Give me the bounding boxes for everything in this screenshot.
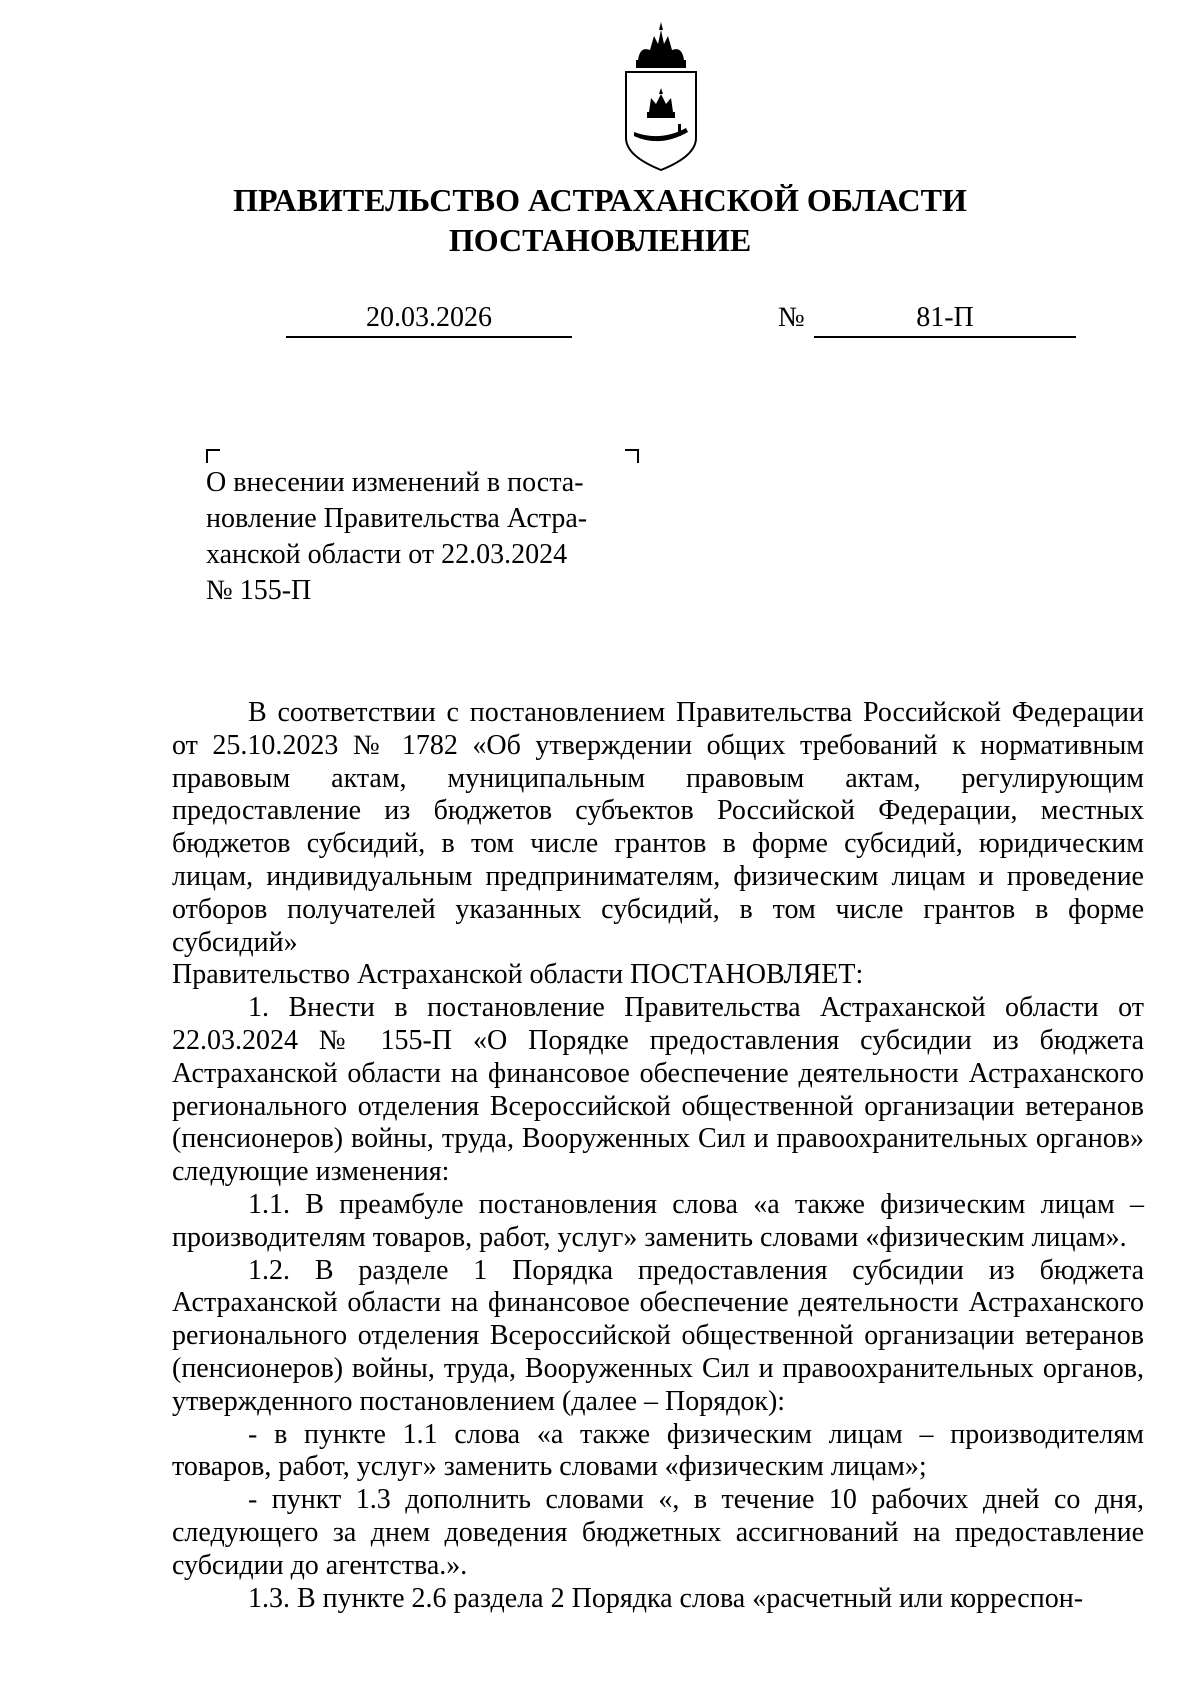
clause-1-1-paragraph: 1.1. В преамбуле постановления слова «а также физическим лицам – производителям товаров, работ, услуг» заменить словами «физическим лицам». — [172, 1188, 1144, 1253]
clause-1-paragraph: 1. Внести в постановление Правительства Астраханской области от 22.03.2024 № 155-П «О Порядке предоставления субсидии из бюджета Астраханской области на финансовое обеспечение деятельности Астраханского регионального отделения Всероссийской общественной организации ветеранов (пенсионеров) войны, труда, Вооруженных Сил и правоохранительных органов» следующие изменения: — [172, 992, 1144, 1188]
coat-of-arms-emblem — [620, 20, 702, 172]
document-type-title: ПОСТАНОВЛЕНИЕ — [448, 222, 752, 258]
subject-line: № 155-П — [206, 575, 312, 606]
clause-1-2-paragraph: 1.2. В разделе 1 Порядка предоставления субсидии из бюджета Астраханской области на финансовое обеспечение деятельности Астраханского регионального отделения Всероссийской общественной организации ветеранов (пенсионеров) войны, труда, Вооруженных Сил и правоохранительных органов, утвержденного постановлением (далее – Порядок): — [172, 1254, 1144, 1417]
document-body — [172, 697, 1144, 1615]
organization-title: ПРАВИТЕЛЬСТВО АСТРАХАНСКОЙ ОБЛАСТИ — [233, 182, 967, 218]
clause-1-2-item-1: - в пункте 1.1 слова «а также физическим лицам – производителям товаров, работ, услуг» заменить словами «физическим лицам»; — [172, 1418, 1144, 1483]
subject-corner-left — [206, 449, 220, 463]
subject-line: новление Правительства Астра- — [206, 503, 588, 534]
clause-1-2-item-2: - пункт 1.3 дополнить словами «, в течение 10 рабочих дней со дня, следующего за днем доведения бюджетных ассигнований на предоставление субсидии до агентства.». — [172, 1484, 1144, 1581]
subject-corner-right — [625, 449, 639, 463]
subject-line: ханской области от 22.03.2024 — [206, 539, 568, 570]
document-date: 20.03.2026 — [286, 300, 572, 338]
subject-line: О внесении изменений в поста- — [206, 467, 584, 498]
clause-1-3-paragraph: 1.3. В пункте 2.6 раздела 2 Порядка слова «расчетный или корреспон- — [248, 1582, 1084, 1614]
coat-of-arms-icon — [620, 20, 702, 172]
number-sign: № — [778, 302, 805, 333]
resolution-paragraph: Правительство Астраханской области ПОСТАНОВЛЯЕТ: — [172, 959, 864, 991]
document-subject — [206, 465, 638, 609]
preamble-paragraph: В соответствии с постановлением Правительства Российской Федерации от 25.10.2023 № 1782 «Об утверждении общих требований к нормативным правовым актам, муниципальным правовым актам, регулирующим предоставление из бюджетов субъектов Российской Федерации, местных бюджетов субсидий, в том числе грантов в форме субсидий, юридическим лицам, индивидуальным предпринимателям, физическим лицам и проведение отборов получателей указанных субсидий, в том числе грантов в форме субсидий» — [172, 697, 1144, 958]
document-number: 81-П — [814, 300, 1076, 338]
